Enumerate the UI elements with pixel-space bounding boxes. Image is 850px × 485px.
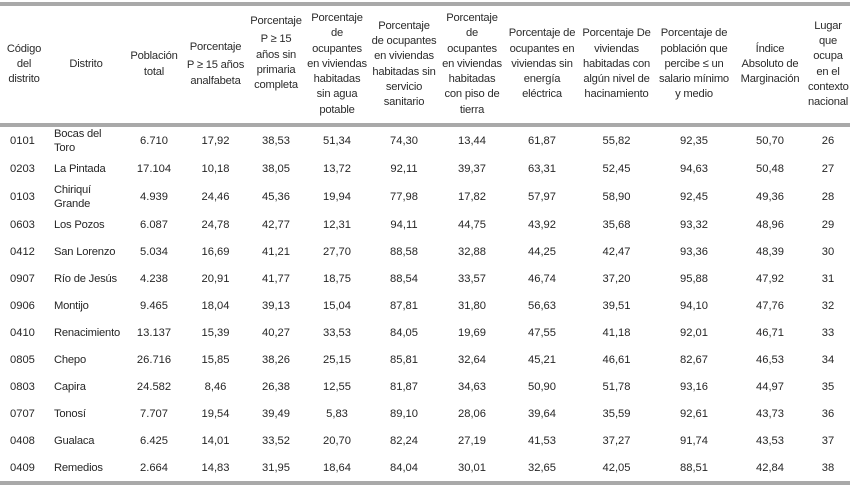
header-analfabeta-title: Porcentaje	[189, 41, 242, 54]
header-row	[0, 4, 850, 125]
cell-sin-sanitario: 87,81	[390, 299, 418, 312]
cell-piso-tierra: 28,06	[458, 407, 486, 420]
cell-indice: 43,53	[756, 434, 784, 447]
cell-codigo: 0803	[10, 380, 35, 393]
cell-codigo: 0906	[10, 299, 35, 312]
table-row	[0, 400, 850, 427]
cell-hacinamiento: 51,78	[602, 380, 631, 393]
cell-sin-primaria: 41,77	[262, 272, 290, 285]
cell-salario: 95,88	[680, 272, 708, 285]
cell-lugar: 37	[821, 434, 835, 447]
cell-hacinamiento: 35,59	[602, 407, 631, 420]
cell-poblacion: 6.087	[140, 218, 168, 231]
header-codigo-line2: del	[16, 57, 32, 70]
cell-analfabeta: 15,39	[201, 326, 230, 339]
cell-sin-primaria: 41,21	[262, 245, 290, 258]
table-row	[0, 211, 850, 238]
table-row	[0, 125, 850, 155]
header-poblacion-line1: Población	[130, 50, 178, 63]
cell-piso-tierra: 19,69	[458, 326, 486, 339]
cell-sin-agua: 12,55	[323, 380, 351, 393]
cell-sin-energia: 45,21	[528, 353, 556, 366]
cell-codigo: 0103	[10, 190, 35, 203]
cell-codigo: 0101	[10, 135, 35, 147]
cell-sin-energia: 56,63	[528, 299, 556, 312]
header-lugar: Lugar que ocupa en el contexto nacional	[808, 19, 849, 109]
cell-hacinamiento: 37,27	[602, 434, 631, 447]
cell-distrito: Capira	[54, 380, 86, 393]
cell-piso-tierra: 44,75	[458, 218, 486, 231]
cell-lugar: 30	[821, 245, 835, 258]
cell-lugar: 31	[821, 272, 835, 285]
header-codigo-line1: Código	[6, 42, 42, 55]
cell-distrito: Tonosí	[54, 407, 86, 420]
cell-sin-agua: 20,70	[323, 434, 351, 447]
cell-indice: 44,97	[756, 380, 784, 393]
cell-sin-energia: 43,92	[528, 218, 556, 231]
cell-salario: 94,63	[680, 162, 708, 175]
cell-indice: 46,71	[756, 326, 784, 339]
table-row	[0, 265, 850, 292]
cell-sin-primaria: 40,27	[262, 326, 290, 339]
cell-sin-energia: 32,65	[528, 461, 556, 474]
cell-codigo: 0409	[10, 461, 35, 474]
cell-indice: 48,96	[756, 218, 784, 231]
cell-sin-agua: 51,34	[323, 135, 351, 147]
cell-salario: 93,16	[680, 380, 708, 393]
cell-lugar: 36	[821, 407, 835, 420]
cell-sin-primaria: 31,95	[262, 461, 290, 474]
header-distrito-label: Distrito	[69, 57, 103, 70]
cell-distrito: Los Pozos	[54, 218, 105, 231]
cell-poblacion: 2.664	[140, 461, 168, 474]
table-row	[0, 373, 850, 400]
header-piso-tierra: Porcentaje de ocupantes en viviendas habitadas con piso de tierra	[442, 11, 502, 116]
cell-codigo: 0412	[10, 245, 35, 258]
cell-codigo: 0707	[10, 407, 35, 420]
cell-poblacion: 4.238	[140, 272, 168, 285]
cell-codigo: 0408	[10, 434, 35, 447]
cell-distrito: Chiriquí Grande	[54, 183, 91, 210]
cell-analfabeta: 16,69	[201, 245, 230, 258]
cell-sin-sanitario: 92,11	[390, 162, 418, 175]
cell-indice: 46,53	[756, 353, 784, 366]
cell-lugar: 28	[821, 190, 835, 203]
cell-poblacion: 24.582	[136, 380, 172, 393]
header-sin-sanitario: Porcentaje de ocupantes en viviendas habitadas sin servicio sanitario	[371, 19, 437, 109]
cell-sin-primaria: 26,38	[262, 380, 290, 393]
header-sin-agua: Porcentaje de ocupantes en viviendas habitadas sin agua potable	[307, 11, 367, 116]
cell-salario: 92,01	[680, 326, 708, 339]
cell-lugar: 27	[821, 162, 835, 175]
table-row	[0, 427, 850, 454]
cell-piso-tierra: 17,82	[458, 190, 486, 203]
cell-sin-sanitario: 89,10	[390, 407, 418, 420]
cell-hacinamiento: 42,47	[602, 245, 631, 258]
cell-piso-tierra: 39,37	[458, 162, 486, 175]
cell-analfabeta: 10,18	[201, 162, 230, 175]
cell-hacinamiento: 55,82	[602, 135, 631, 147]
cell-sin-primaria: 33,52	[262, 434, 290, 447]
header-sin-energia: Porcentaje de ocupantes en viviendas sin energía eléctrica	[508, 27, 576, 101]
cell-sin-agua: 18,64	[323, 461, 351, 474]
cell-sin-agua: 25,15	[323, 353, 351, 366]
cell-sin-agua: 13,72	[323, 162, 351, 175]
cell-sin-energia: 50,90	[528, 380, 556, 393]
cell-sin-sanitario: 85,81	[390, 353, 418, 366]
cell-poblacion: 6.425	[140, 434, 168, 447]
cell-poblacion: 13.137	[136, 326, 172, 339]
cell-distrito: Montijo	[54, 299, 89, 312]
cell-hacinamiento: 58,90	[602, 190, 631, 203]
cell-indice: 50,48	[756, 162, 784, 175]
cell-lugar: 38	[821, 461, 835, 474]
cell-salario: 82,67	[680, 353, 708, 366]
cell-poblacion: 7.707	[140, 407, 168, 420]
cell-hacinamiento: 52,45	[602, 162, 631, 175]
table-row	[0, 454, 850, 483]
cell-analfabeta: 19,54	[201, 407, 230, 420]
cell-salario: 92,45	[680, 190, 708, 203]
cell-salario: 91,74	[680, 434, 708, 447]
cell-piso-tierra: 32,64	[458, 353, 486, 366]
cell-sin-agua: 12,31	[323, 218, 351, 231]
cell-codigo: 0603	[10, 218, 35, 231]
table-row	[0, 238, 850, 265]
cell-poblacion: 17.104	[136, 162, 172, 175]
cell-analfabeta: 24,78	[201, 218, 230, 231]
cell-piso-tierra: 13,44	[458, 135, 486, 147]
cell-analfabeta: 14,01	[201, 434, 230, 447]
cell-indice: 49,36	[756, 190, 784, 203]
cell-piso-tierra: 32,88	[458, 245, 486, 258]
cell-analfabeta: 14,83	[201, 461, 230, 474]
cell-sin-energia: 47,55	[528, 326, 556, 339]
table-row	[0, 292, 850, 319]
table-row	[0, 155, 850, 182]
cell-sin-sanitario: 74,30	[390, 135, 418, 147]
header-hacinamiento: Porcentaje De viviendas habitadas con algún nivel de hacinamiento	[582, 27, 651, 101]
cell-analfabeta: 8,46	[204, 380, 227, 393]
header-indice: Índice Absoluto de Marginación	[740, 42, 800, 86]
cell-sin-sanitario: 94,11	[390, 218, 418, 231]
table-body	[0, 125, 850, 483]
cell-piso-tierra: 33,57	[458, 272, 486, 285]
header-codigo	[0, 4, 48, 125]
cell-indice: 47,92	[756, 272, 784, 285]
cell-sin-primaria: 39,49	[262, 407, 290, 420]
cell-sin-agua: 33,53	[323, 326, 351, 339]
cell-sin-sanitario: 84,04	[390, 461, 418, 474]
cell-hacinamiento: 37,20	[602, 272, 631, 285]
cell-sin-primaria: 38,05	[262, 162, 290, 175]
cell-analfabeta: 18,04	[201, 299, 230, 312]
cell-sin-energia: 63,31	[528, 162, 556, 175]
cell-distrito: Renacimiento	[54, 326, 121, 339]
cell-sin-energia: 39,64	[528, 407, 556, 420]
cell-distrito: Río de Jesús	[54, 272, 117, 285]
cell-sin-sanitario: 88,54	[390, 272, 418, 285]
cell-sin-energia: 46,74	[528, 272, 556, 285]
header-codigo-line3: distrito	[8, 73, 40, 86]
cell-sin-agua: 15,04	[323, 299, 351, 312]
cell-poblacion: 26.716	[136, 353, 172, 366]
cell-sin-sanitario: 81,87	[390, 380, 418, 393]
cell-piso-tierra: 27,19	[458, 434, 486, 447]
cell-salario: 88,51	[680, 461, 708, 474]
cell-hacinamiento: 41,18	[602, 326, 631, 339]
cell-sin-agua: 19,94	[323, 190, 351, 203]
cell-sin-sanitario: 82,24	[390, 434, 418, 447]
cell-sin-sanitario: 88,58	[390, 245, 418, 258]
header-salario: Porcentaje de población que percibe ≤ un salario mínimo y medio	[659, 27, 729, 101]
cell-sin-agua: 18,75	[323, 272, 351, 285]
cell-salario: 94,10	[680, 299, 708, 312]
cell-piso-tierra: 34,63	[458, 380, 486, 393]
header-sin-primaria-title: Porcentaje	[250, 15, 302, 27]
cell-poblacion: 9.465	[140, 299, 168, 312]
cell-indice: 48,39	[756, 245, 784, 258]
header-analfabeta	[184, 4, 247, 125]
cell-lugar: 33	[821, 326, 835, 339]
cell-sin-agua: 5,83	[326, 407, 348, 420]
header-sin-primaria	[247, 4, 305, 125]
header-sin-primaria-sub: P ≥ 15 años sin primaria completa	[254, 33, 298, 92]
cell-distrito: Bocas del Toro	[54, 128, 102, 154]
cell-analfabeta: 15,85	[201, 353, 230, 366]
table-row	[0, 319, 850, 346]
cell-indice: 42,84	[756, 461, 784, 474]
cell-sin-energia: 61,87	[528, 135, 556, 147]
cell-codigo: 0410	[10, 326, 35, 339]
cell-lugar: 35	[821, 380, 835, 393]
cell-analfabeta: 17,92	[201, 135, 230, 147]
cell-piso-tierra: 30,01	[458, 461, 486, 474]
cell-poblacion: 6.710	[140, 135, 168, 147]
marginacion-table	[0, 2, 850, 485]
header-poblacion-line2: total	[143, 65, 165, 78]
cell-salario: 93,36	[680, 245, 708, 258]
cell-indice: 43,73	[756, 407, 784, 420]
cell-sin-primaria: 45,36	[262, 190, 290, 203]
table-row	[0, 346, 850, 373]
cell-analfabeta: 20,91	[201, 272, 230, 285]
cell-sin-energia: 41,53	[528, 434, 556, 447]
marginacion-table-container	[0, 2, 850, 485]
cell-hacinamiento: 39,51	[602, 299, 631, 312]
cell-sin-primaria: 38,53	[262, 135, 290, 147]
cell-distrito: Remedios	[54, 461, 103, 474]
cell-indice: 50,70	[756, 135, 784, 147]
cell-codigo: 0203	[10, 162, 35, 175]
cell-sin-agua: 27,70	[323, 245, 351, 258]
cell-sin-primaria: 39,13	[262, 299, 290, 312]
cell-piso-tierra: 31,80	[458, 299, 486, 312]
header-distrito	[48, 4, 124, 125]
cell-hacinamiento: 35,68	[602, 218, 631, 231]
table-row	[0, 182, 850, 211]
cell-lugar: 29	[821, 218, 835, 231]
cell-salario: 93,32	[680, 218, 708, 231]
cell-codigo: 0805	[10, 353, 35, 366]
cell-sin-energia: 57,97	[528, 190, 556, 203]
cell-indice: 47,76	[756, 299, 784, 312]
cell-hacinamiento: 46,61	[602, 353, 631, 366]
cell-distrito: San Lorenzo	[54, 245, 116, 258]
cell-lugar: 26	[821, 135, 835, 147]
cell-distrito: Chepo	[54, 353, 86, 366]
cell-sin-primaria: 42,77	[262, 218, 290, 231]
cell-poblacion: 4.939	[140, 190, 168, 203]
cell-lugar: 34	[821, 353, 835, 366]
cell-sin-sanitario: 84,05	[390, 326, 418, 339]
cell-hacinamiento: 42,05	[602, 461, 631, 474]
cell-codigo: 0907	[10, 272, 35, 285]
cell-lugar: 32	[821, 299, 835, 312]
cell-sin-sanitario: 77,98	[390, 190, 418, 203]
cell-distrito: La Pintada	[54, 162, 106, 175]
cell-salario: 92,35	[680, 135, 708, 147]
header-poblacion	[124, 4, 184, 125]
header-analfabeta-sub: P ≥ 15 años analfabeta	[186, 59, 245, 87]
cell-analfabeta: 24,46	[201, 190, 230, 203]
cell-distrito: Gualaca	[54, 434, 95, 447]
cell-sin-primaria: 38,26	[262, 353, 290, 366]
cell-sin-energia: 44,25	[528, 245, 556, 258]
cell-salario: 92,61	[680, 407, 708, 420]
cell-poblacion: 5.034	[140, 245, 168, 258]
